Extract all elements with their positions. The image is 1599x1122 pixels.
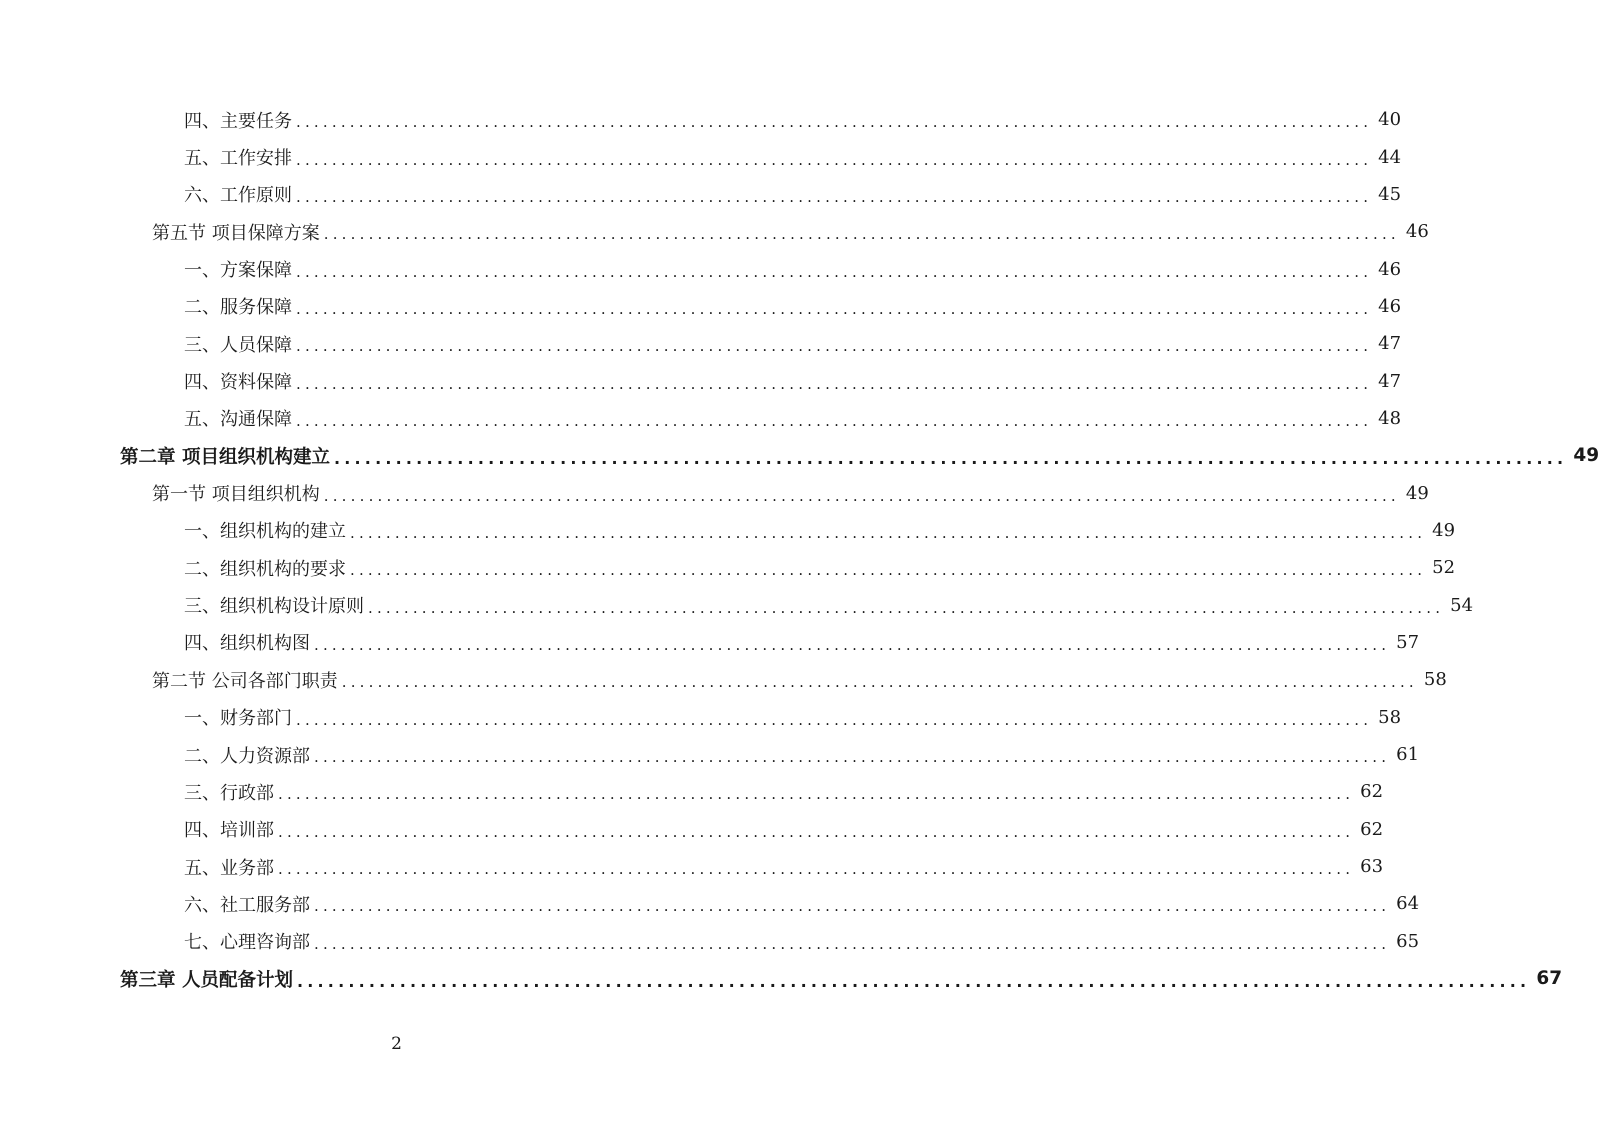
- toc-dot-leader: ........................................................................................................................: [314, 934, 1391, 953]
- toc-entry-title: 三、行政部: [184, 782, 274, 804]
- page-number: 2: [391, 1034, 402, 1054]
- toc-subsection-entry[interactable]: [0, 325, 1402, 362]
- toc-subsection-entry[interactable]: [0, 811, 1384, 848]
- toc-entry-title: 五、工作安排: [184, 148, 292, 170]
- toc-chapter-entry[interactable]: [0, 960, 1563, 997]
- toc-subsection-entry[interactable]: [0, 923, 1420, 960]
- toc-dot-leader: ........................................................................................................................: [278, 822, 1355, 841]
- toc-entry-title: 第一节 项目组织机构: [152, 484, 320, 506]
- toc-subsection-entry[interactable]: [0, 624, 1420, 661]
- toc-dot-leader: ........................................................................................................................: [296, 374, 1373, 393]
- toc-dot-leader: ........................................................................................................................: [314, 748, 1391, 767]
- toc-dot-leader: ........................................................................................................................: [296, 337, 1373, 356]
- toc-subsection-entry[interactable]: [0, 848, 1384, 885]
- toc-entry-title: 六、工作原则: [184, 185, 292, 207]
- toc-subsection-entry[interactable]: [0, 586, 1474, 623]
- toc-dot-leader: ........................................................................................................................: [314, 897, 1391, 916]
- toc-dot-leader: ........................................................................................................................: [333, 448, 1568, 468]
- toc-entry-page: 58: [1423, 669, 1447, 691]
- toc-entry-page: 57: [1396, 631, 1420, 653]
- toc-subsection-entry[interactable]: [0, 549, 1456, 586]
- toc-subsection-entry[interactable]: [0, 512, 1456, 549]
- toc-dot-leader: ........................................................................................................................: [296, 971, 1531, 991]
- toc-subsection-entry[interactable]: [0, 250, 1402, 287]
- toc-entry-title: 六、社工服务部: [184, 894, 310, 916]
- toc-section-entry[interactable]: [0, 213, 1429, 250]
- toc-entry-title: 四、培训部: [184, 820, 274, 842]
- toc-entry-title: 第五节 项目保障方案: [152, 222, 320, 244]
- toc-dot-leader: ........................................................................................................................: [296, 113, 1373, 132]
- toc-entry-page: 67: [1536, 968, 1563, 990]
- toc-dot-leader: ........................................................................................................................: [323, 486, 1400, 505]
- toc-subsection-entry[interactable]: [0, 885, 1420, 922]
- toc-entry-page: 46: [1405, 221, 1429, 243]
- toc-entry-title: 第二节 公司各部门职责: [152, 670, 338, 692]
- toc-dot-leader: ........................................................................................................................: [368, 598, 1445, 617]
- toc-entry-page: 45: [1378, 183, 1402, 205]
- toc-entry-page: 47: [1378, 370, 1402, 392]
- toc-subsection-entry[interactable]: [0, 736, 1420, 773]
- toc-entry-page: 49: [1573, 445, 1599, 467]
- toc-entry-title: 一、组织机构的建立: [184, 521, 346, 543]
- toc-dot-leader: ........................................................................................................................: [278, 860, 1355, 879]
- toc-dot-leader: ........................................................................................................................: [314, 635, 1391, 654]
- toc-entry-page: 40: [1378, 109, 1402, 131]
- toc-subsection-entry[interactable]: [0, 699, 1402, 736]
- toc-entry-title: 三、人员保障: [184, 334, 292, 356]
- toc-dot-leader: ........................................................................................................................: [296, 299, 1373, 318]
- toc-entry-page: 63: [1360, 856, 1384, 878]
- toc-entry-page: 52: [1432, 557, 1456, 579]
- toc-entry-title: 四、主要任务: [184, 110, 292, 132]
- toc-entry-title: 二、服务保障: [184, 297, 292, 319]
- toc-dot-leader: ........................................................................................................................: [296, 187, 1373, 206]
- toc-entry-page: 62: [1360, 781, 1384, 803]
- toc-entry-page: 65: [1396, 930, 1420, 952]
- toc-dot-leader: ........................................................................................................................: [350, 523, 1427, 542]
- toc-entry-page: 61: [1396, 744, 1420, 766]
- table-of-contents: [0, 101, 1599, 997]
- toc-entry-page: 48: [1378, 407, 1402, 429]
- toc-section-entry[interactable]: [0, 661, 1447, 698]
- toc-entry-title: 一、财务部门: [184, 708, 292, 730]
- toc-dot-leader: ........................................................................................................................: [296, 262, 1373, 281]
- toc-dot-leader: ........................................................................................................................: [350, 561, 1427, 580]
- toc-subsection-entry[interactable]: [0, 176, 1402, 213]
- toc-entry-page: 46: [1378, 295, 1402, 317]
- toc-entry-title: 五、业务部: [184, 857, 274, 879]
- toc-entry-title: 一、方案保障: [184, 260, 292, 282]
- toc-entry-title: 第二章 项目组织机构建立: [120, 446, 330, 468]
- toc-entry-page: 54: [1450, 594, 1474, 616]
- toc-dot-leader: ........................................................................................................................: [278, 785, 1355, 804]
- toc-subsection-entry[interactable]: [0, 773, 1384, 810]
- toc-entry-page: 49: [1405, 482, 1429, 504]
- toc-entry-page: 46: [1378, 258, 1402, 280]
- toc-subsection-entry[interactable]: [0, 362, 1402, 399]
- toc-subsection-entry[interactable]: [0, 101, 1402, 138]
- toc-dot-leader: ........................................................................................................................: [296, 411, 1373, 430]
- toc-dot-leader: ........................................................................................................................: [296, 710, 1373, 729]
- toc-entry-title: 七、心理咨询部: [184, 932, 310, 954]
- toc-entry-title: 五、沟通保障: [184, 409, 292, 431]
- toc-dot-leader: ........................................................................................................................: [296, 150, 1373, 169]
- toc-dot-leader: ........................................................................................................................: [341, 673, 1418, 692]
- toc-entry-title: 四、组织机构图: [184, 633, 310, 655]
- toc-entry-page: 62: [1360, 818, 1384, 840]
- toc-section-entry[interactable]: [0, 474, 1429, 511]
- toc-entry-title: 四、资料保障: [184, 372, 292, 394]
- toc-entry-title: 二、组织机构的要求: [184, 558, 346, 580]
- toc-dot-leader: ........................................................................................................................: [323, 225, 1400, 244]
- toc-entry-page: 64: [1396, 893, 1420, 915]
- toc-entry-page: 58: [1378, 706, 1402, 728]
- toc-entry-title: 二、人力资源部: [184, 745, 310, 767]
- toc-entry-page: 49: [1432, 519, 1456, 541]
- toc-subsection-entry[interactable]: [0, 400, 1402, 437]
- toc-entry-title: 第三章 人员配备计划: [120, 969, 293, 991]
- toc-entry-page: 47: [1378, 333, 1402, 355]
- toc-chapter-entry[interactable]: [0, 437, 1599, 474]
- toc-subsection-entry[interactable]: [0, 138, 1402, 175]
- toc-entry-page: 44: [1378, 146, 1402, 168]
- toc-entry-title: 三、组织机构设计原则: [184, 596, 364, 618]
- toc-subsection-entry[interactable]: [0, 288, 1402, 325]
